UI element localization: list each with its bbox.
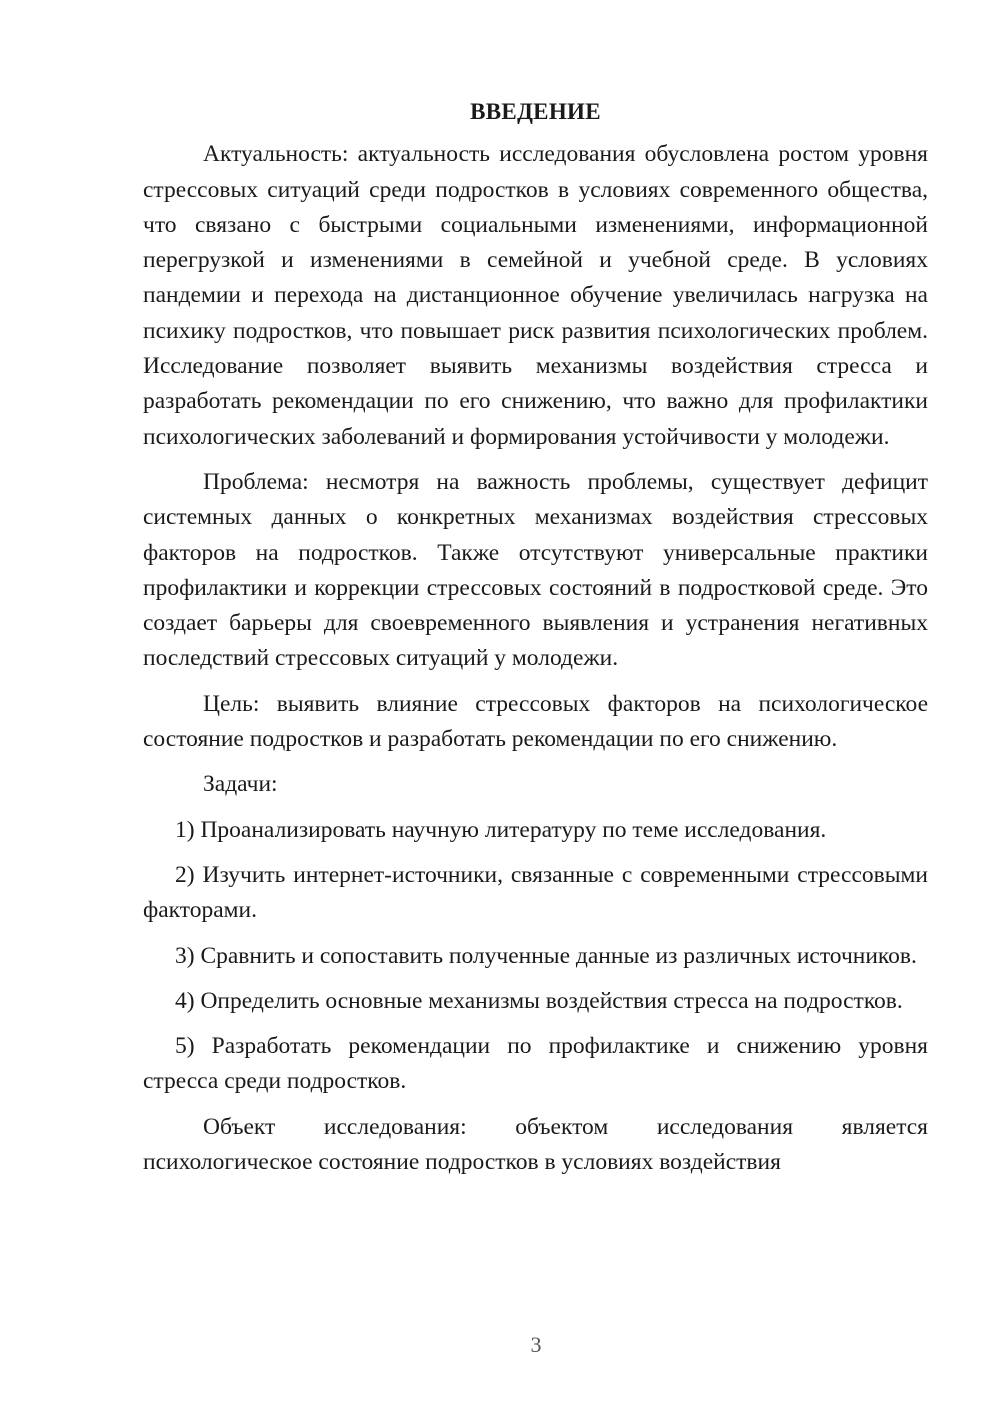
goal-paragraph: Цель: выявить влияние стрессовых факторов на психологическое состояние подростков и разработать рекомендации по его снижению. [143, 690, 928, 753]
section-title: ВВЕДЕНИЕ [470, 99, 601, 124]
task-item-4: 4) Определить основные механизмы воздействия стресса на подростков. [175, 987, 903, 1014]
relevance-paragraph: Актуальность: актуальность исследования обусловлена ростом уровня стрессовых ситуаций среди подростков в условиях современного общества, что связано с быстрыми социальными изменениями, информационной перегрузкой и изменениями в семейной и учебной среде. В условиях пандемии и перехода на дистанционное обучение увеличилась нагрузка на психику подростков, что повышает риск развития психологических проблем. Исследование позволяет выявить механизмы воздействия стресса и разработать рекомендации по его снижению, что важно для профилактики психологических заболеваний и формирования устойчивости у молодежи. [143, 141, 928, 450]
problem-paragraph: Проблема: несмотря на важность проблемы, существует дефицит системных данных о конкретных механизмах воздействия стрессовых факторов на подростков. Также отсутствуют универсальные практики профилактики и коррекции стрессовых состояний в подростковой среде. Это создает барьеры для своевременного выявления и устранения негативных последствий стрессовых ситуаций у молодежи. [143, 468, 928, 672]
task-item-5: 5) Разработать рекомендации по профилактике и снижению уровня стресса среди подростков. [143, 1033, 928, 1095]
page-number: 3 [530, 1332, 542, 1357]
task-item-3: 3) Сравнить и сопоставить полученные данные из различных источников. [175, 942, 917, 969]
object-paragraph: Объект исследования: объектом исследования является психологическое состояние подростков в условиях воздействия [143, 1113, 928, 1176]
page-content [143, 94, 928, 1180]
tasks-heading: Задачи: [203, 771, 278, 798]
task-item-1: 1) Проанализировать научную литературу по теме исследования. [175, 816, 827, 843]
task-item-2: 2) Изучить интернет-источники, связанные с современными стрессовыми факторами. [143, 861, 928, 924]
